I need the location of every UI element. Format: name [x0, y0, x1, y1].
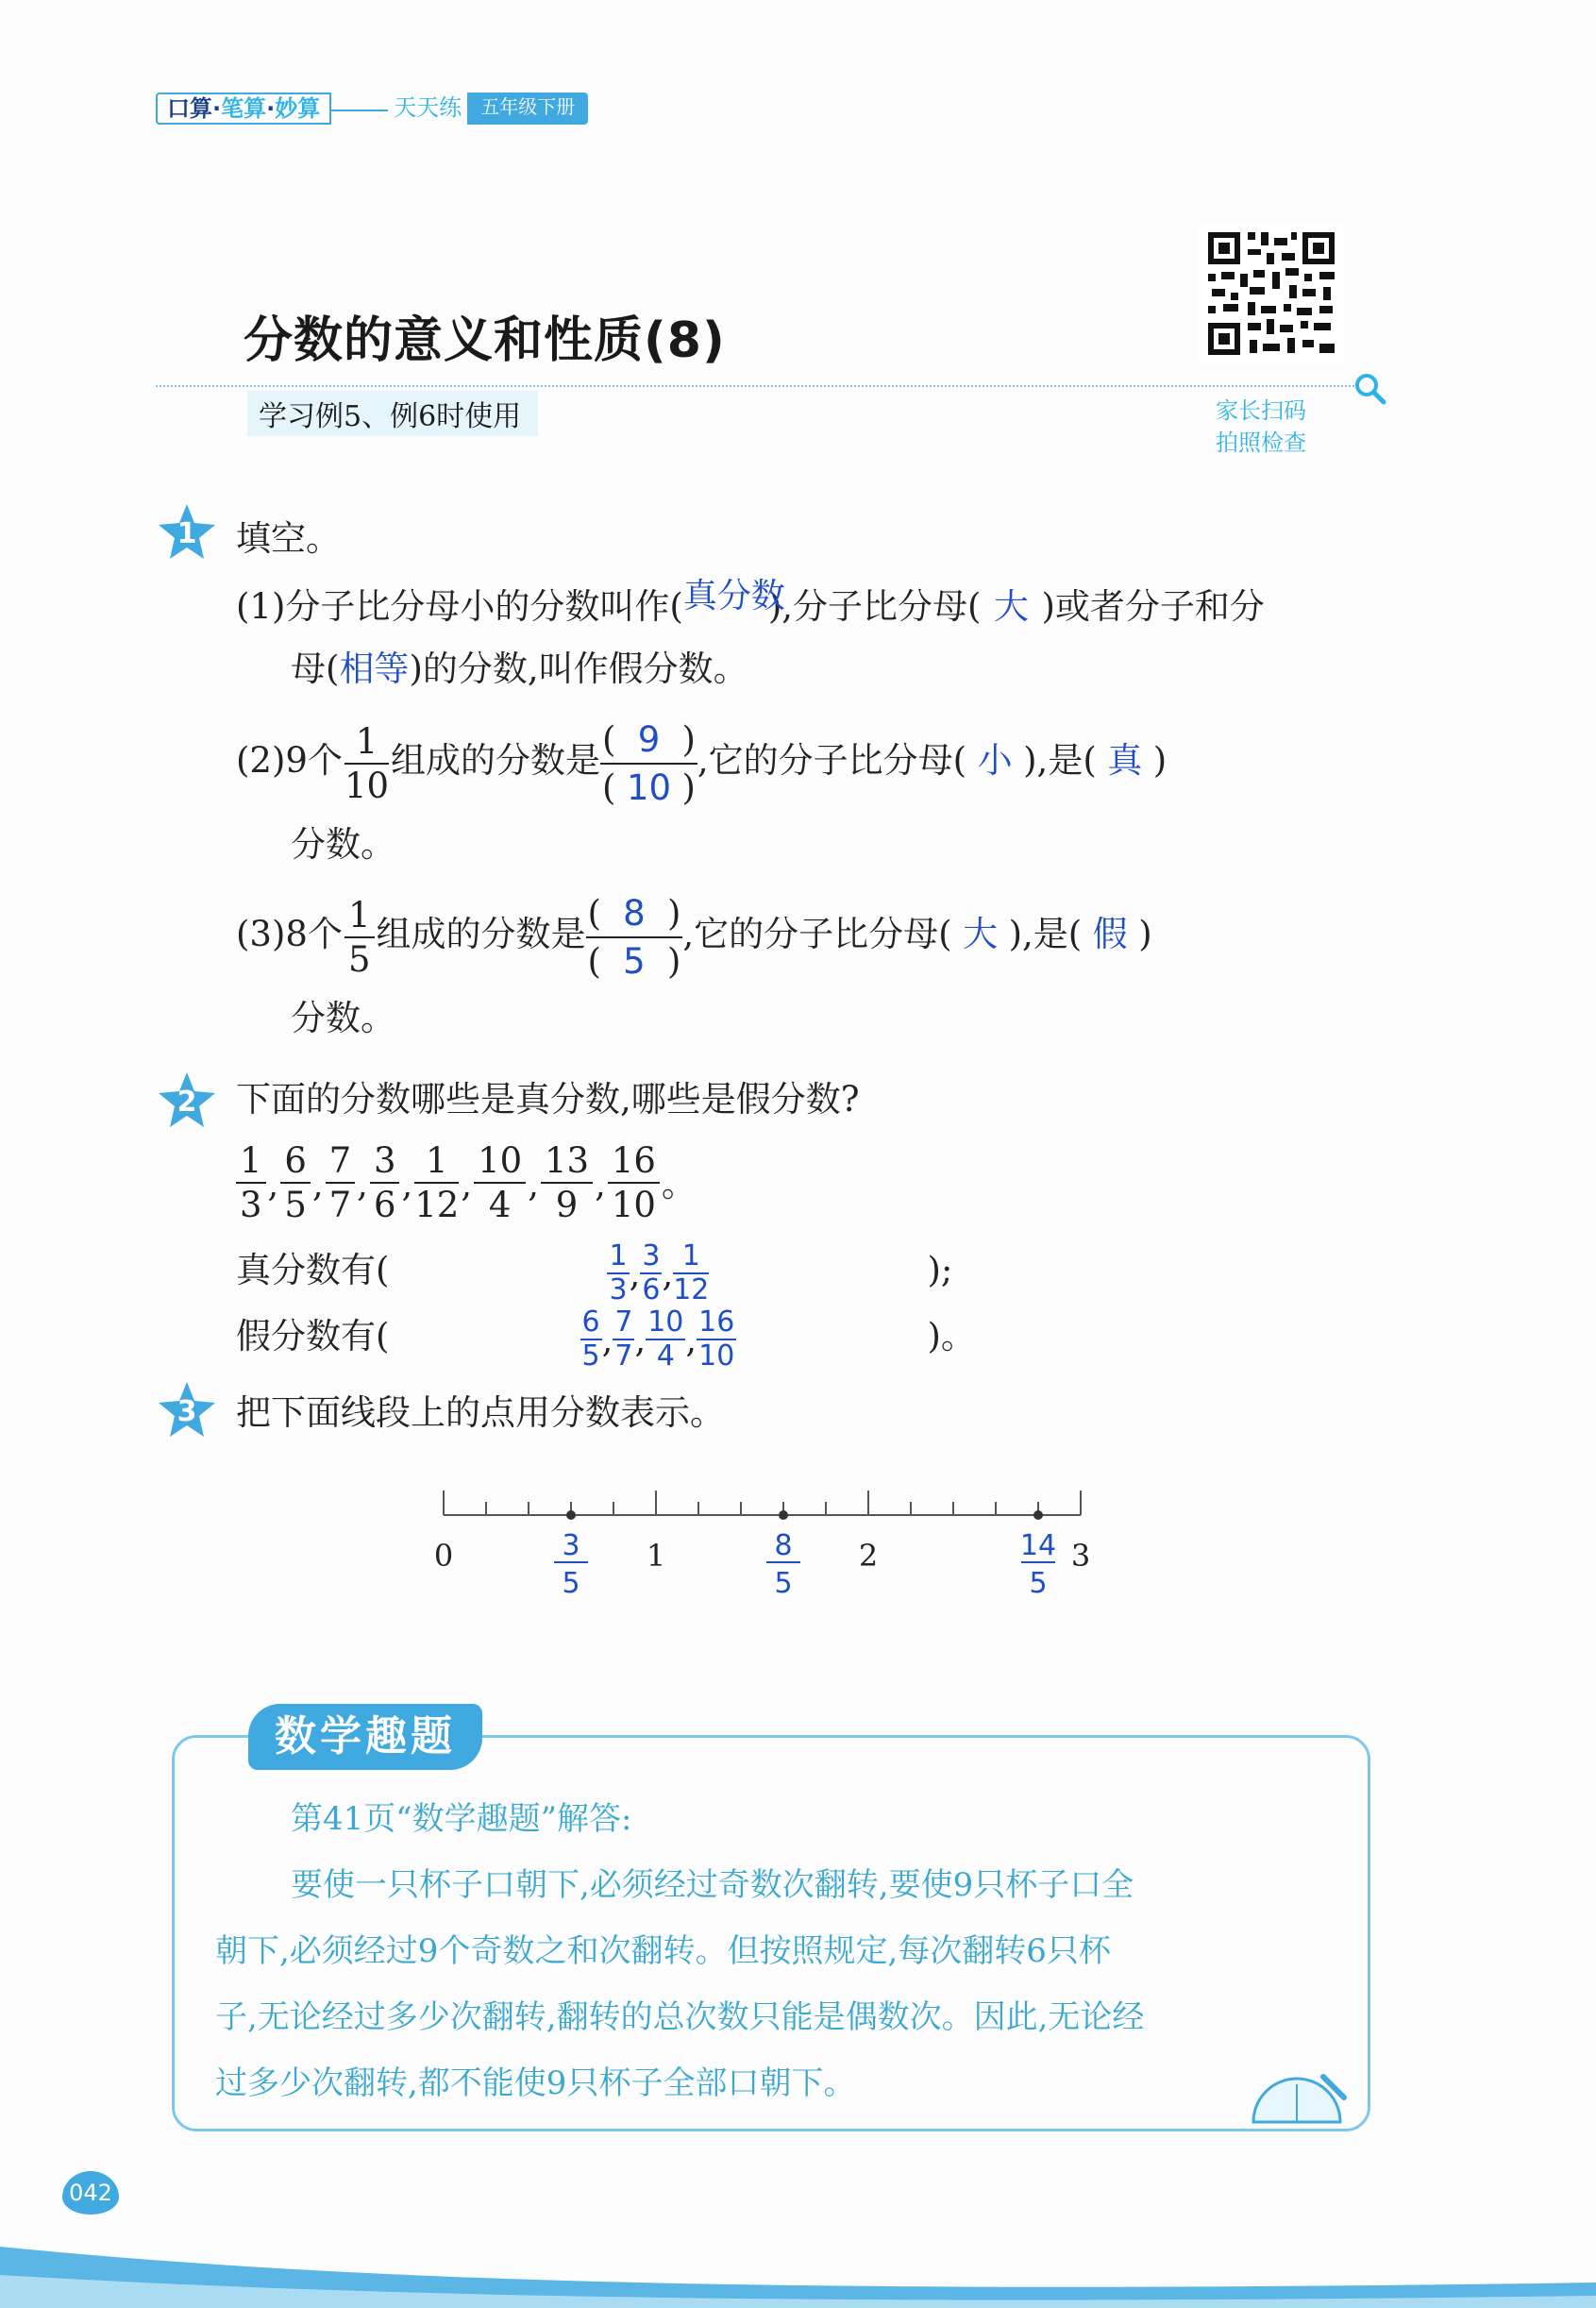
q2-improper-row	[236, 1306, 976, 1371]
separator: ,	[634, 1319, 647, 1360]
q2-fractions-denominator: 4	[488, 1184, 512, 1225]
q3-number: 3	[176, 1395, 197, 1428]
q1-p3-text-c: ,它的分子比分母(	[682, 914, 952, 954]
q2-fractions-numerator: 10	[474, 1143, 526, 1184]
question-star-icon	[157, 1380, 217, 1440]
qr-note-line-1: 家长扫码	[1216, 397, 1306, 424]
q1-p2-text-e: )	[1152, 740, 1168, 781]
qr-code-icon[interactable]	[1199, 225, 1345, 364]
q2-fractions-denominator: 7	[328, 1184, 352, 1225]
q2-improper-numerator: 16	[698, 1305, 735, 1339]
q2-improper-fraction	[646, 1305, 685, 1373]
q1-p3-answer-denominator: 5	[623, 940, 646, 982]
q2-improper-fraction	[613, 1305, 634, 1373]
number-line	[425, 1487, 1123, 1609]
brand-box: 口算·笔算·妙算	[156, 93, 331, 125]
q1-number: 1	[176, 517, 197, 550]
separator: ,	[685, 1319, 697, 1360]
point-denominator: 5	[562, 1567, 580, 1600]
q1-p2-text-d: ),是(	[1023, 740, 1097, 781]
q1-part2	[236, 717, 1168, 808]
fun-heading: 第41页“数学趣题”解答:	[291, 1800, 632, 1838]
separator: ,	[528, 1163, 539, 1205]
point-numerator: 3	[562, 1529, 580, 1562]
q1-p3-text-b: 组成的分数是	[376, 914, 586, 954]
q1-p2-text-c: ,它的分子比分母(	[697, 740, 967, 781]
separator: ,	[267, 1163, 279, 1205]
title-divider	[156, 385, 1354, 387]
q1-part1-line2	[291, 648, 748, 691]
separator: 。	[661, 1163, 697, 1205]
q1-p3-answer-type[interactable]: 假	[1092, 914, 1128, 954]
q2-proper-fraction	[673, 1238, 710, 1306]
q1-p1-answer1: 真分数	[682, 577, 785, 615]
qr-note	[1216, 395, 1306, 459]
q1-p2-answer-type[interactable]: 真	[1107, 740, 1143, 781]
q1-p3-unit-fraction	[344, 894, 375, 980]
q2-number: 2	[176, 1086, 197, 1119]
q1-p2-answer-compare[interactable]: 小	[977, 740, 1013, 781]
q2-prompt: 下面的分数哪些是真分数,哪些是假分数?	[236, 1079, 860, 1120]
q2-fractions-fraction	[236, 1139, 266, 1225]
q2-improper-denominator: 10	[698, 1339, 735, 1373]
point-numerator: 8	[774, 1529, 793, 1562]
tick-label: 3	[1070, 1538, 1091, 1574]
q2-fractions-numerator: 6	[280, 1143, 311, 1184]
tick-label: 2	[858, 1538, 879, 1574]
point-numerator: 14	[1019, 1529, 1057, 1562]
q1-p3-answer-numerator: 8	[623, 892, 646, 934]
q2-fractions-fraction	[280, 1139, 311, 1225]
q2-improper-label: 假分数有(	[236, 1316, 390, 1356]
q2-fractions-denominator: 5	[284, 1184, 307, 1225]
protractor-icon	[1246, 2064, 1350, 2130]
series-header	[156, 93, 588, 125]
fun-line-1: 要使一只杯子口朝下,必须经过奇数次翻转,要使9只杯子口全	[291, 1866, 1134, 1904]
q1-p2-unit-fraction	[344, 720, 390, 806]
separator: ,	[595, 1163, 606, 1205]
separator: ,	[357, 1163, 368, 1205]
footer-wave	[0, 2228, 1596, 2308]
qr-note-line-2: 拍照检查	[1216, 430, 1306, 456]
q2-proper-fraction	[640, 1238, 662, 1306]
q1-p3-tail: 分数。	[291, 998, 395, 1038]
q2-improper-numerator: 7	[614, 1305, 633, 1339]
separator: ,	[601, 1319, 613, 1360]
q2-proper-answers[interactable]	[389, 1240, 927, 1305]
magnifier-icon	[1352, 370, 1389, 408]
q1-p2-unit-numerator: 1	[344, 724, 389, 765]
q1-p1-text-d: 母(	[291, 649, 340, 689]
q1-p3-text-a: (3)8个	[236, 914, 343, 954]
q2-fractions-numerator: 7	[326, 1143, 356, 1184]
q1-p1-text-e: )的分数,叫作假分数。	[409, 649, 748, 689]
separator: ,	[311, 1163, 324, 1205]
series-name: 天天练	[394, 94, 462, 121]
q2-fractions-fraction	[608, 1139, 660, 1225]
q2-improper-fraction	[697, 1305, 736, 1373]
q1-part1-line1	[236, 577, 1265, 629]
q2-improper-denominator: 5	[581, 1339, 600, 1373]
brand-a: 口算	[167, 95, 212, 122]
q1-p2-tail: 分数。	[291, 824, 395, 865]
q2-improper-numerator: 6	[581, 1305, 600, 1339]
question-star-icon	[157, 1070, 217, 1131]
q2-improper-denominator: 4	[656, 1339, 675, 1373]
q1-p2-text-b: 组成的分数是	[391, 740, 601, 781]
q1-p3-answer-fraction[interactable]: $\frac{( 8 )}{( 5 )}$	[587, 892, 681, 982]
fun-problem-tag: 数学趣题	[248, 1704, 482, 1770]
q2-fractions-denominator: 3	[240, 1184, 262, 1225]
q2-fractions-numerator: 3	[370, 1143, 400, 1184]
q2-fractions-fraction	[414, 1139, 460, 1225]
q2-proper-numerator: 3	[642, 1238, 661, 1272]
q2-fractions-denominator: 6	[373, 1184, 396, 1225]
q2-fractions-fraction	[541, 1139, 593, 1225]
fun-line-3: 子,无论经过多少次翻转,翻转的总次数只能是偶数次。因此,无论经	[215, 1998, 1145, 2036]
q2-proper-denominator: 12	[673, 1272, 710, 1306]
q2-improper-answers[interactable]	[389, 1306, 927, 1371]
q1-p3-text-d: ),是(	[1008, 914, 1083, 954]
question-star-icon	[157, 502, 217, 563]
q2-fractions-fraction	[370, 1139, 400, 1225]
q2-fractions-denominator: 12	[414, 1184, 460, 1225]
separator: ,	[629, 1253, 641, 1294]
q2-proper-label: 真分数有(	[236, 1250, 390, 1290]
q1-p2-text-a: (2)9个	[236, 740, 343, 781]
q2-proper-close: );	[927, 1250, 953, 1290]
point-denominator: 5	[1029, 1567, 1048, 1600]
q1-p1-text-c: )或者分子和分	[1041, 586, 1265, 627]
q2-improper-numerator: 10	[647, 1305, 684, 1339]
q2-proper-denominator: 6	[642, 1272, 661, 1306]
q1-p3-answer-compare[interactable]: 大	[963, 914, 999, 954]
brand-b: 笔算	[221, 95, 267, 122]
q2-proper-row	[236, 1240, 952, 1305]
fun-line-2: 朝下,必须经过9个奇数之和次翻转。但按照规定,每次翻转6只杯	[215, 1932, 1111, 1970]
q1-p3-text-e: )	[1138, 914, 1152, 954]
grade-label: 五年级下册	[467, 93, 588, 125]
q1-part3	[236, 891, 1152, 982]
q2-improper-denominator: 7	[614, 1339, 633, 1373]
q2-proper-numerator: 1	[673, 1242, 709, 1274]
header-dash	[331, 93, 388, 111]
page-number: 042	[62, 2171, 119, 2215]
q2-improper-fraction	[580, 1305, 602, 1373]
q1-p2-answer-fraction[interactable]: $\frac{( 9 )}{( 10 )}$	[602, 718, 696, 808]
q2-proper-numerator: 1	[609, 1238, 628, 1272]
brand-c: 妙算	[275, 95, 321, 122]
q3-prompt: 把下面线段上的点用分数表示。	[236, 1392, 725, 1433]
number-line-point	[566, 1510, 576, 1520]
q2-fractions-denominator: 9	[555, 1184, 579, 1225]
number-line-point	[779, 1510, 788, 1520]
q1-p2-answer-numerator: 9	[637, 718, 661, 760]
q2-proper-denominator: 3	[609, 1272, 628, 1306]
q2-fractions-numerator: 1	[236, 1143, 266, 1184]
q1-prompt: 填空。	[236, 518, 341, 559]
q2-fractions-fraction	[326, 1139, 356, 1225]
number-line-point	[1033, 1510, 1043, 1520]
q2-fraction-list	[234, 1139, 697, 1225]
q1-p2-unit-denominator: 10	[344, 765, 390, 806]
page-title: 分数的意义和性质(8)	[244, 312, 726, 369]
q1-p1-text-a: (1)分子比分母小的分数叫作(	[236, 586, 683, 627]
q2-fractions-denominator: 10	[611, 1184, 656, 1225]
q1-p1-text-b: ),分子比分母(	[767, 586, 982, 627]
tick-label: 1	[646, 1538, 666, 1574]
q2-fractions-numerator: 13	[541, 1143, 593, 1184]
q1-p3-unit-numerator: 1	[344, 898, 375, 938]
q1-p1-answer2[interactable]: 大	[994, 586, 1029, 627]
q2-fractions-numerator: 1	[414, 1143, 459, 1184]
separator: ,	[662, 1253, 674, 1294]
separator: ,	[401, 1163, 413, 1205]
q1-p1-answer3[interactable]: 相等	[339, 649, 410, 689]
q2-fractions-numerator: 16	[608, 1143, 660, 1184]
q2-proper-fraction	[607, 1238, 629, 1306]
q1-p3-unit-denominator: 5	[347, 938, 371, 980]
q2-improper-close: )。	[927, 1316, 976, 1356]
fun-line-4: 过多少次翻转,都不能使9只杯子全部口朝下。	[215, 2064, 856, 2102]
separator: ,	[461, 1163, 473, 1205]
usage-note: 学习例5、例6时使用	[247, 391, 538, 436]
q2-fractions-fraction	[474, 1139, 526, 1225]
q1-p2-answer-denominator: 10	[626, 767, 672, 808]
tick-label: 0	[433, 1538, 454, 1574]
point-denominator: 5	[774, 1567, 793, 1600]
